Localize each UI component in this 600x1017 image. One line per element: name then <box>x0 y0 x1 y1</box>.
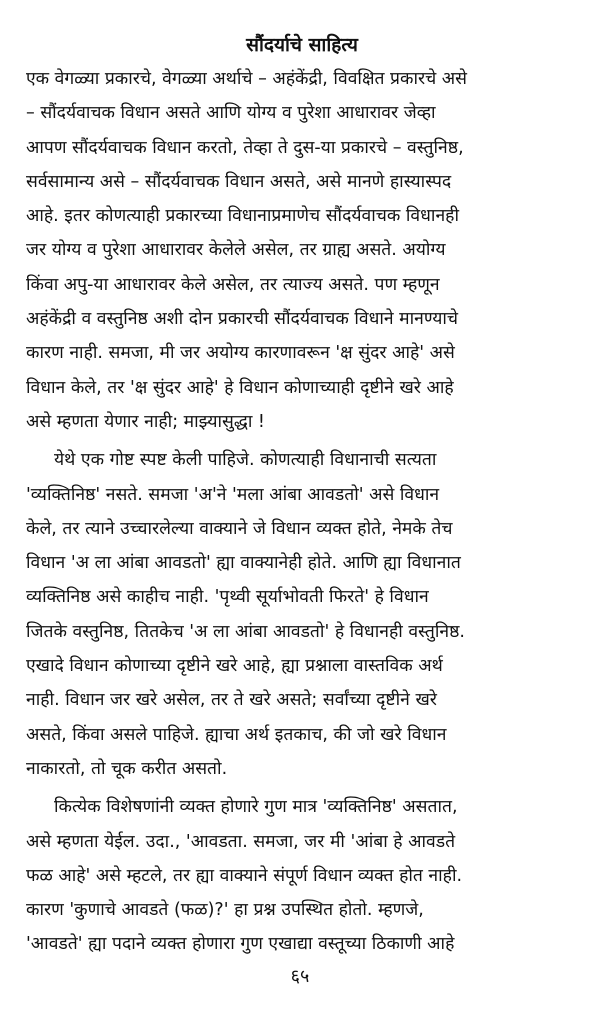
text-line: विधान केले, तर 'क्ष सुंदर आहे' हे विधान कोणाच्याही दृष्टीने खरे आहे <box>26 377 454 398</box>
text-line: केले, तर त्याने उच्चारलेल्या वाक्याने जे विधान व्यक्त होते, नेमके तेच <box>26 518 453 539</box>
text-line: कारण 'कुणाचे आवडते (फळ)?' हा प्रश्न उपस्थित होतो. म्हणजे, <box>26 900 424 921</box>
text-line: आपण सौंदर्यवाचक विधान करतो, तेव्हा ते दुस-या प्रकारचे – वस्तुनिष्ठ, <box>26 137 464 158</box>
text-line: जर योग्य व पुरेशा आधारावर केलेले असेल, तर ग्राह्य असते. अयोग्य <box>26 240 446 261</box>
text-line: 'आवडते' ह्या पदाने व्यक्त होणारा गुण एखाद्या वस्तूच्या ठिकाणी आहे <box>26 934 455 955</box>
text-line: असे म्हणता येईल. उदा., 'आवडता. समजा, जर मी 'आंबा हे आवडते <box>26 831 456 852</box>
text-line: जितके वस्तुनिष्ठ, तितकेच 'अ ला आंबा आवडतो' हे विधानही वस्तुनिष्ठ. <box>26 621 465 642</box>
text-line: विधान 'अ ला आंबा आवडतो' ह्या वाक्यानेही होते. आणि ह्या विधानात <box>26 553 461 574</box>
text-line: – सौंदर्यवाचक विधान असते आणि योग्य व पुरेशा आधारावर जेव्हा <box>26 103 436 124</box>
text-line: आहे. इतर कोणत्याही प्रकारच्या विधानाप्रमाणेच सौंदर्यवाचक विधानही <box>26 206 459 227</box>
text-line: असते, किंवा असले पाहिजे. ह्याचा अर्थ इतकाच, की जो खरे विधान <box>26 724 447 745</box>
text-line: कारण नाही. समजा, मी जर अयोग्य कारणावरून 'क्ष सुंदर आहे' असे <box>26 343 455 364</box>
text-line: नाही. विधान जर खरे असेल, तर ते खरे असते; सर्वांच्या दृष्टीने खरे <box>26 690 437 711</box>
paragraph-3 <box>26 790 578 961</box>
text-line: व्यक्तिनिष्ठ असे काहीच नाही. 'पृथ्वी सूर्याभोवती फिरते' हे विधान <box>26 587 429 608</box>
paragraph-2 <box>26 443 578 786</box>
text-line: किंवा अपु-या आधारावर केले असेल, तर त्याज्य असते. पण म्हणून <box>26 274 440 295</box>
text-line: 'व्यक्तिनिष्ठ' नसते. समजा 'अ'ने 'मला आंबा आवडतो' असे विधान <box>26 484 440 505</box>
page-number: ६५ <box>290 966 310 987</box>
text-line: फळ आहे' असे म्हटले, तर ह्या वाक्याने संपूर्ण विधान व्यक्त होत नाही. <box>26 865 463 886</box>
text-line: कित्येक विशेषणांनी व्यक्त होणारे गुण मात्र 'व्यक्तिनिष्ठ' असतात, <box>54 797 458 818</box>
text-line: एखादे विधान कोणाच्या दृष्टीने खरे आहे, ह्या प्रश्नाला वास्तविक अर्थ <box>26 656 443 677</box>
document-page <box>26 30 578 966</box>
paragraph-1 <box>26 62 578 439</box>
text-line: एक वेगळ्या प्रकारचे, वेगळ्या अर्थाचे – अहंकेंद्री, विवक्षित प्रकारचे असे <box>26 69 468 89</box>
text-line: असे म्हणता येणार नाही; माझ्यासुद्धा ! <box>26 411 265 432</box>
text-line: सर्वसामान्य असे – सौंदर्यवाचक विधान असते, असे मानणे हास्यास्पद <box>26 171 452 192</box>
text-line: येथे एक गोष्ट स्पष्ट केली पाहिजे. कोणत्याही विधानाची सत्यता <box>54 450 437 471</box>
text-line: अहंकेंद्री व वस्तुनिष्ठ अशी दोन प्रकारची सौंदर्यवाचक विधाने मानण्याचे <box>26 309 459 330</box>
page-title: सौंदर्याचे साहित्य <box>246 34 358 56</box>
text-line: नाकारतो, तो चूक करीत असतो. <box>26 758 228 779</box>
